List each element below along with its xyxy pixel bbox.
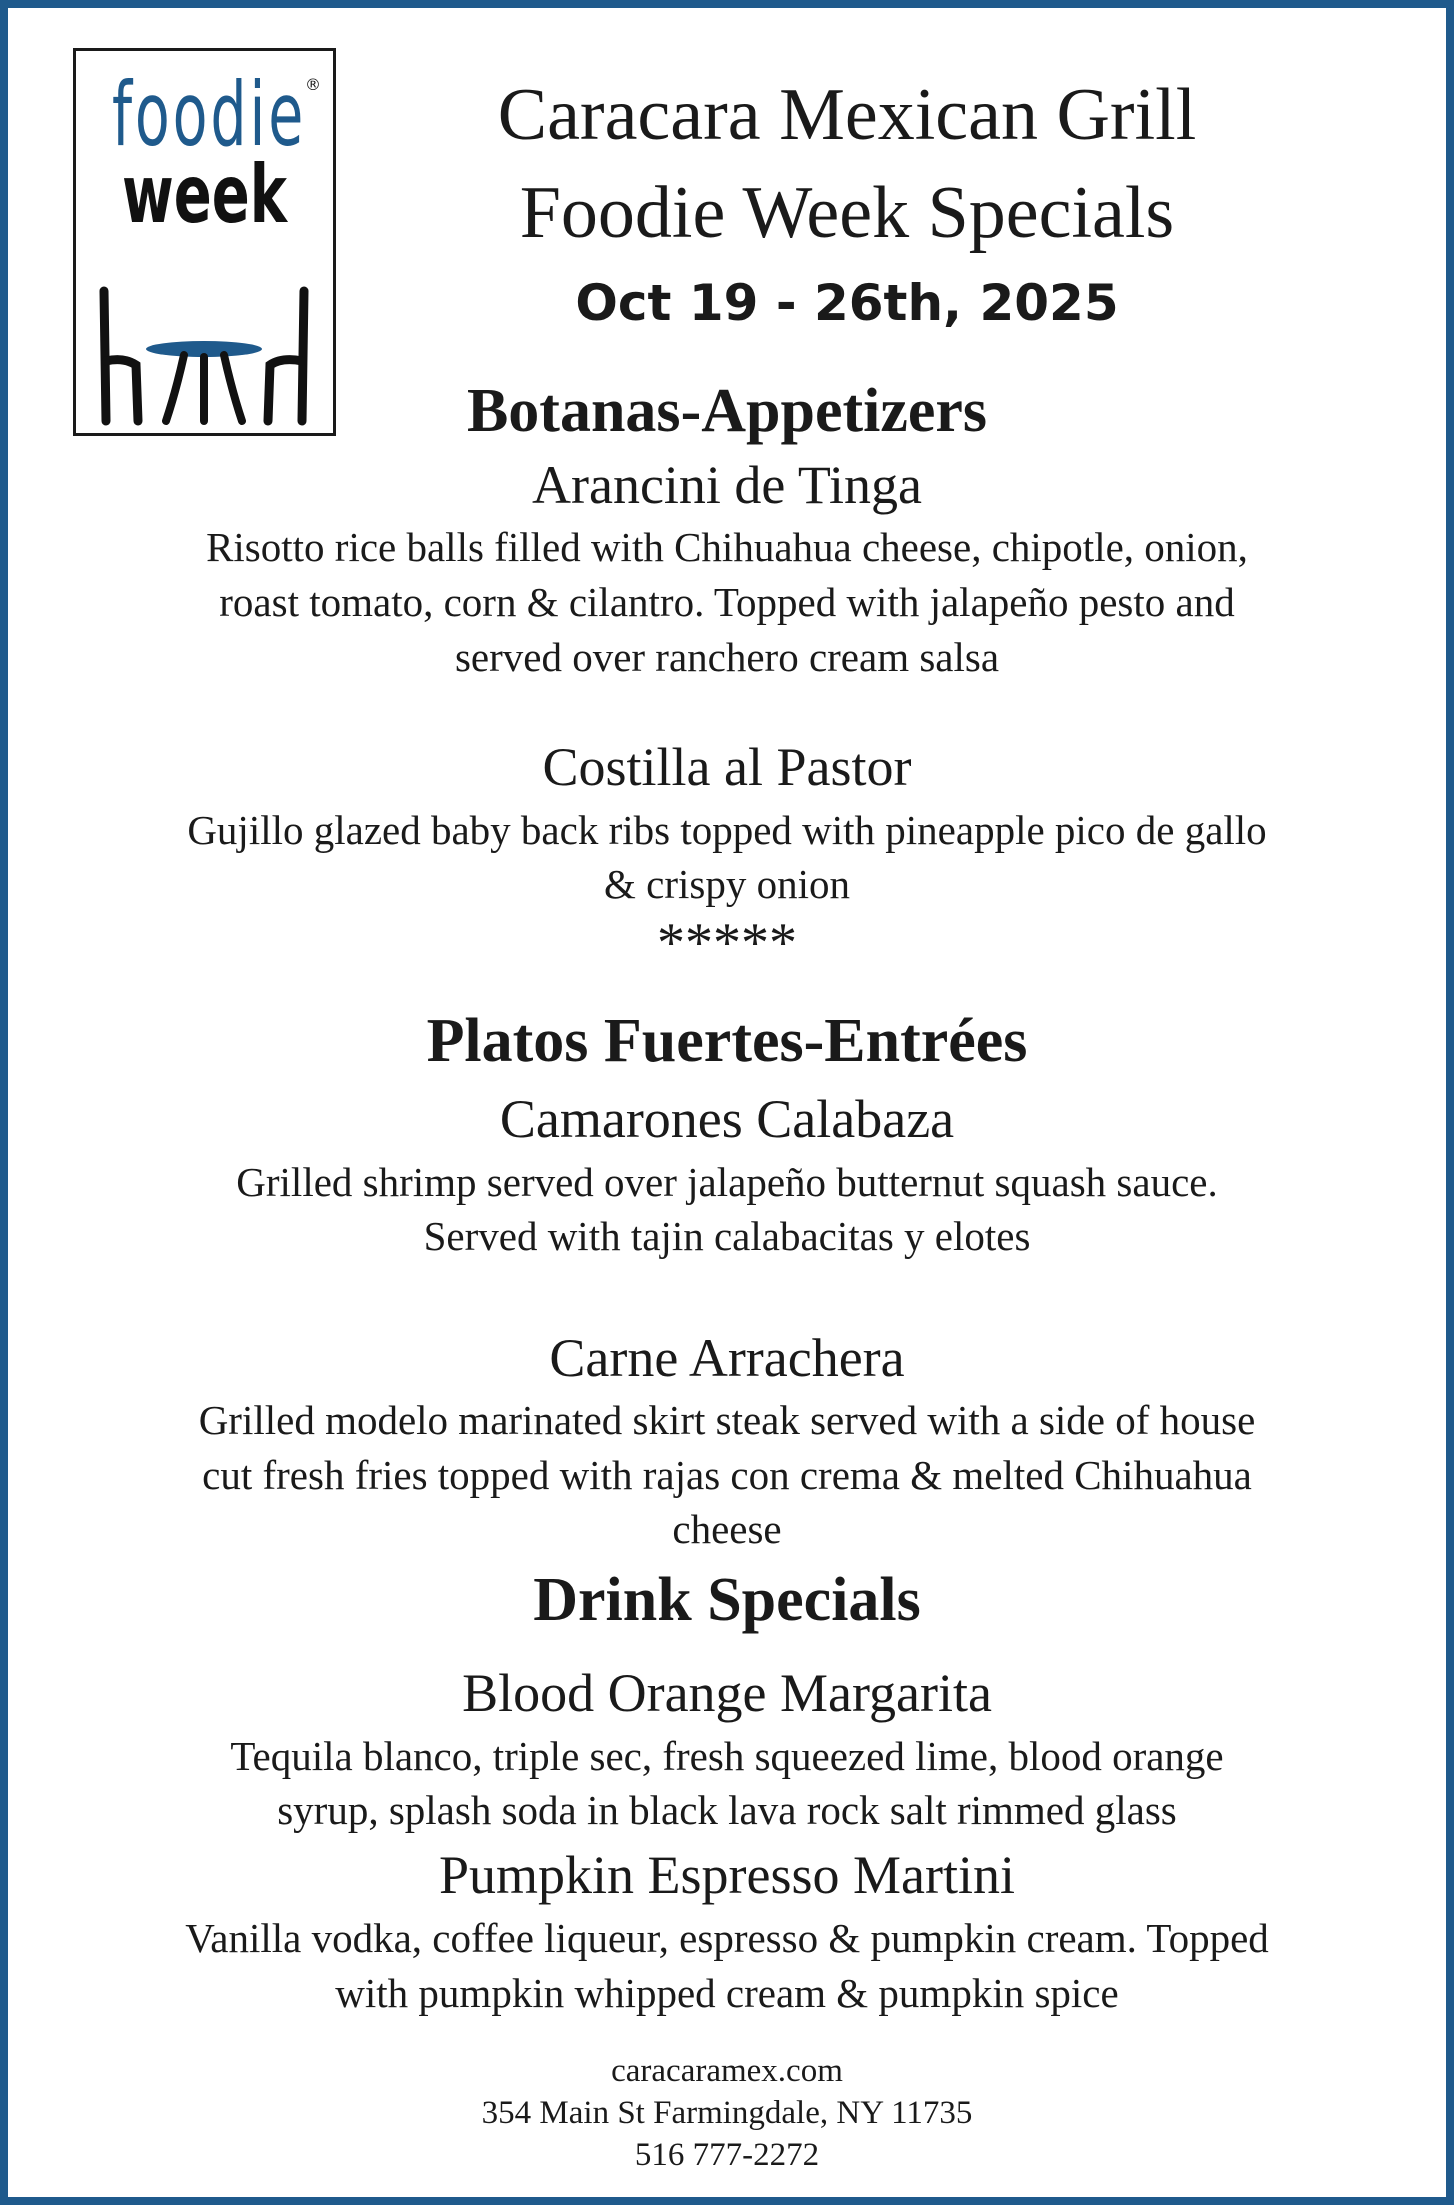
item-camarones-desc-line: Served with tajin calabacitas y elotes (423, 1213, 1031, 1259)
website-link[interactable]: caracaramex.com (611, 2053, 843, 2089)
item-camarones-desc-line: Grilled shrimp served over jalapeño butternut squash sauce. (236, 1159, 1218, 1205)
item-martini-desc-line: with pumpkin whipped cream & pumpkin spice (335, 1970, 1119, 2016)
item-margarita-desc-line: syrup, splash soda in black lava rock salt rimmed glass (277, 1787, 1177, 1833)
entrees-heading: Platos Fuertes-Entrées (426, 1007, 1028, 1075)
item-margarita-desc-line: Tequila blanco, triple sec, fresh squeezed lime, blood orange (230, 1733, 1224, 1779)
logo-word-foodie: foodie (111, 63, 307, 166)
section-separator: ***** (657, 912, 797, 974)
item-carne-desc-line: Grilled modelo marinated skirt steak served with a side of house (198, 1397, 1256, 1443)
drinks-heading: Drink Specials (533, 1566, 921, 1634)
item-arancini-desc-line: served over ranchero cream salsa (454, 634, 1000, 680)
item-martini-desc-line: Vanilla vodka, coffee liqueur, espresso & pumpkin cream. Topped (185, 1915, 1269, 1961)
item-costilla-desc-line: Gujillo glazed baby back ribs topped with pineapple pico de gallo (187, 807, 1267, 853)
specials-title: Foodie Week Specials (519, 172, 1175, 254)
item-costilla-name: Costilla al Pastor (542, 737, 912, 797)
item-martini-name: Pumpkin Espresso Martini (439, 1845, 1015, 1905)
item-carne-desc-line: cheese (672, 1506, 782, 1552)
appetizers-heading: Botanas-Appetizers (466, 377, 988, 445)
item-camarones-name: Camarones Calabaza (499, 1089, 955, 1149)
registered-mark: ® (305, 75, 321, 94)
phone-number: 516 777-2272 (634, 2137, 820, 2173)
item-carne-name: Carne Arrachera (549, 1328, 905, 1388)
item-carne-desc-line: cut fresh fries topped with rajas con crema & melted Chihuahua (202, 1452, 1252, 1498)
logo-word-week: week (122, 148, 287, 241)
item-costilla-desc-line: & crispy onion (604, 861, 850, 907)
item-arancini-desc-line: Risotto rice balls filled with Chihuahua cheese, chipotle, onion, (206, 524, 1248, 570)
item-margarita-name: Blood Orange Margarita (462, 1663, 992, 1723)
item-arancini-desc-line: roast tomato, corn & cilantro. Topped with jalapeño pesto and (219, 579, 1235, 625)
item-arancini-name: Arancini de Tinga (532, 455, 922, 515)
address: 354 Main St Farmingdale, NY 11735 (481, 2095, 973, 2131)
restaurant-name: Caracara Mexican Grill (497, 74, 1197, 156)
event-dates: Oct 19 - 26th, 2025 (575, 274, 1119, 332)
